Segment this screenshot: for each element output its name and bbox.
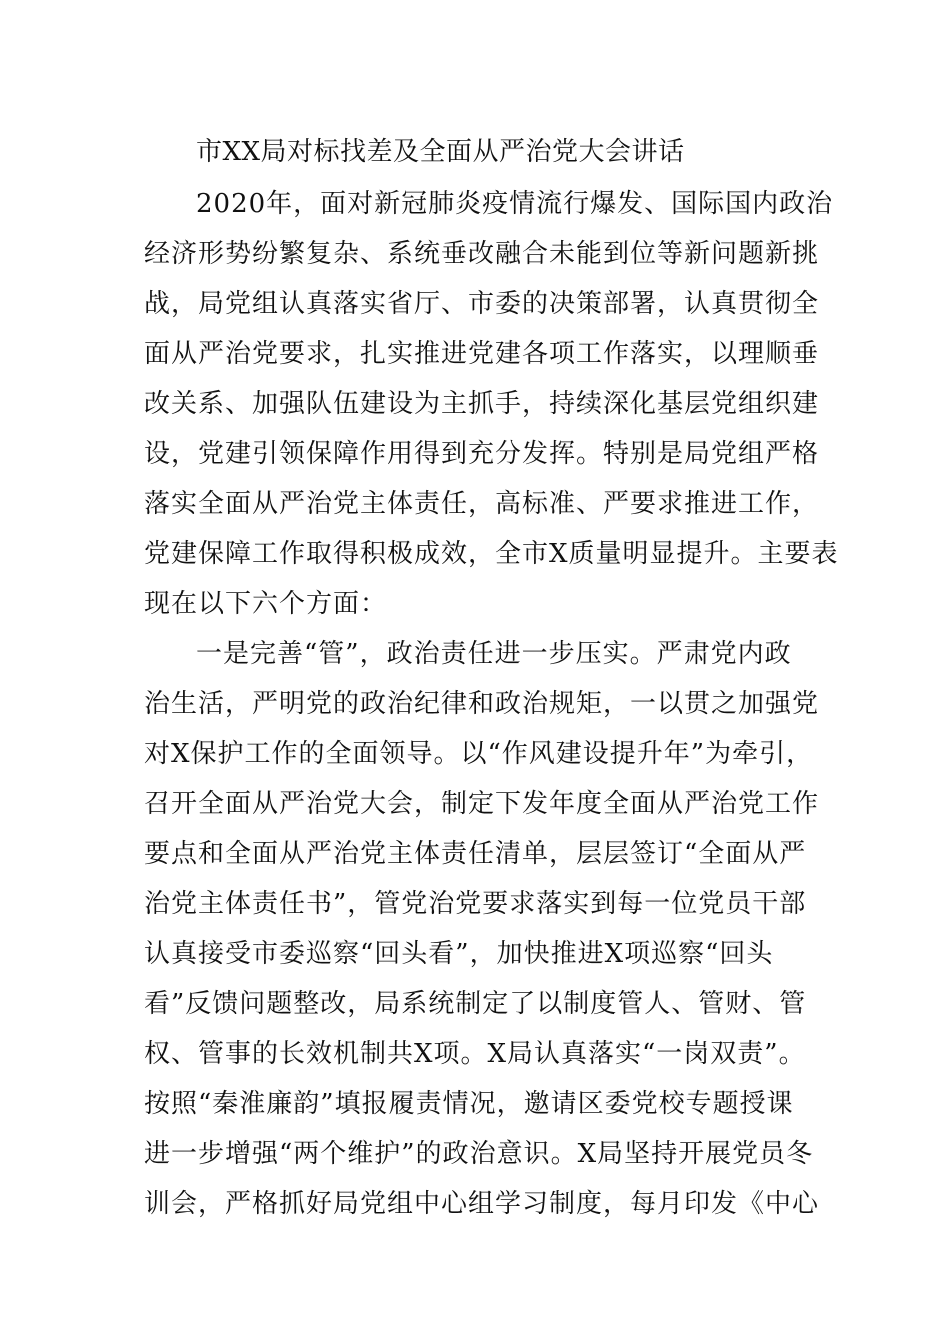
paragraph-line: 面从严治党要求，扎实推进党建各项工作落实，以理顺垂 xyxy=(144,339,820,369)
paragraph-line: 召开全面从严治党大会，制定下发年度全面从严治党工作 xyxy=(144,789,820,819)
paragraph-line: 权、管事的长效机制共X项。X局认真落实“一岗双责”。 xyxy=(144,1039,806,1069)
paragraph-line: 治生活，严明党的政治纪律和政治规矩，一以贯之加强党 xyxy=(144,689,820,719)
paragraph-line: 进一步增强“两个维护”的政治意识。X局坚持开展党员冬 xyxy=(144,1139,814,1169)
paragraph-line: 落实全面从严治党主体责任，高标准、严要求推进工作， xyxy=(144,489,820,519)
paragraph-line: 一是完善“管”，政治责任进一步压实。严肃党内政 xyxy=(196,639,792,669)
paragraph-line: 设，党建引领保障作用得到充分发挥。特别是局党组严格 xyxy=(144,439,820,469)
paragraph-line: 2020年，面对新冠肺炎疫情流行爆发、国际国内政治 xyxy=(196,189,834,219)
paragraph-line: 经济形势纷繁复杂、系统垂改融合未能到位等新问题新挑 xyxy=(144,239,820,269)
paragraph-line: 战，局党组认真落实省厅、市委的决策部署，认真贯彻全 xyxy=(144,289,820,319)
paragraph-line: 认真接受市委巡察“回头看”，加快推进X项巡察“回头 xyxy=(144,939,774,969)
paragraph-line: 要点和全面从严治党主体责任清单，层层签订“全面从严 xyxy=(144,839,807,869)
paragraph-line: 看”反馈问题整改，局系统制定了以制度管人、管财、管 xyxy=(144,989,807,1019)
paragraph-line: 现在以下六个方面： xyxy=(144,589,388,619)
document-title: 市XX局对标找差及全面从严治党大会讲话 xyxy=(196,137,685,167)
paragraph-line: 党建保障工作取得积极成效，全市X质量明显提升。主要表 xyxy=(144,539,839,569)
paragraph-line: 对X保护工作的全面领导。以“作风建设提升年”为牵引， xyxy=(144,739,814,769)
paragraph-line: 改关系、加强队伍建设为主抓手，持续深化基层党组织建 xyxy=(144,389,820,419)
paragraph-line: 治党主体责任书”，管党治党要求落实到每一位党员干部 xyxy=(144,889,807,919)
paragraph-line: 按照“秦淮廉韵”填报履责情况，邀请区委党校专题授课 xyxy=(144,1089,794,1119)
paragraph-line: 训会，严格抓好局党组中心组学习制度，每月印发《中心 xyxy=(144,1189,820,1219)
